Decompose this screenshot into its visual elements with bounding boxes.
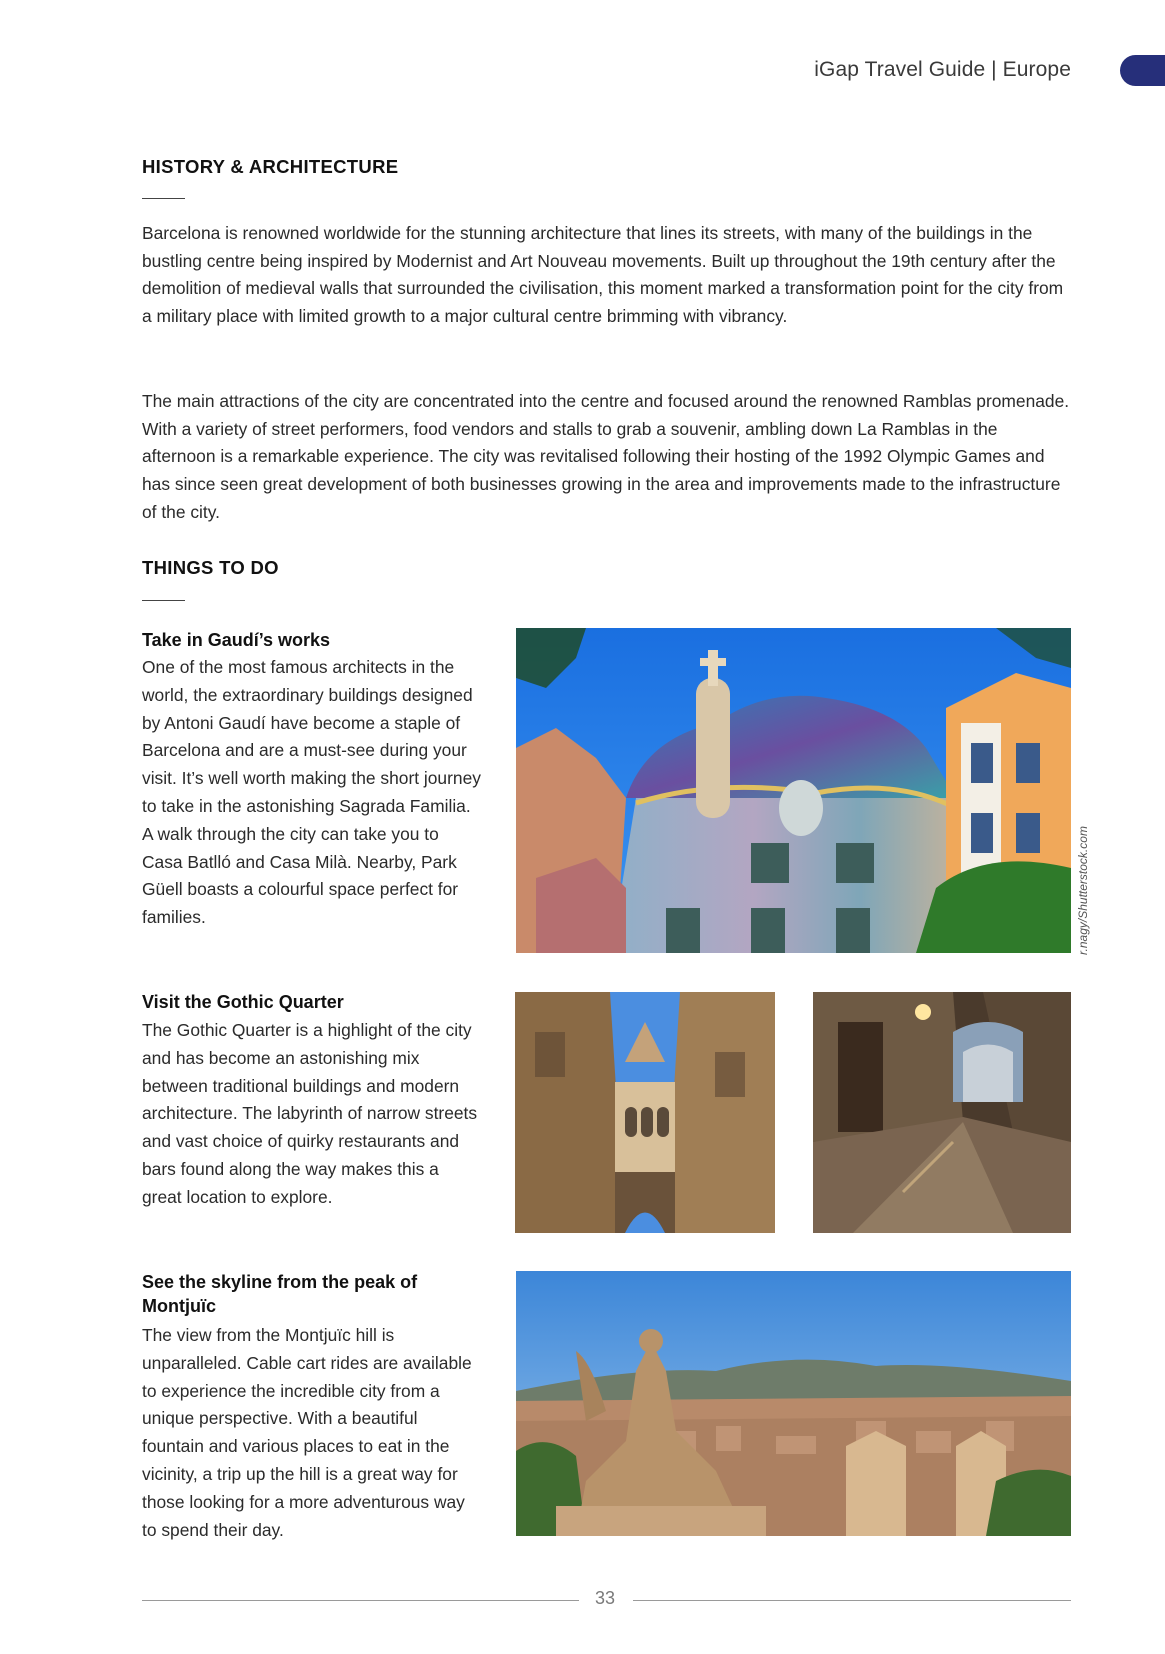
history-heading-rule <box>142 198 185 199</box>
item-title-montjuic: See the skyline from the peak of Montjuïc <box>142 1272 418 1316</box>
item-body-gaudi: One of the most famous architects in the world, the extraordinary buildings designed by Antoni Gaudí have become a staple of Barcelona and are a must-see during your visit. It’s well worth making the short journey to take in the astonishing Sagrada Familia. A walk through the city can take you to Casa Batlló and Casa Milà. Nearby, Park Güell boasts a colourful space perfect for families. <box>142 657 481 928</box>
history-paragraph-2: The main attractions of the city are concentrated into the centre and focused around the renowned Ramblas promenade. With a variety of street performers, food vendors and stalls to grab a souvenir, ambling down La Ramblas in the afternoon is a remarkable experience. The city was revitalised following their hosting of the 1992 Olympic Games and has since seen great development of both businesses growing in the area and improvements made to the infrastructure of the city. <box>142 391 1070 522</box>
item-body-montjuic: The view from the Montjuïc hill is unparalleled. Cable cart rides are available to experience the incredible city from a unique perspective. With a beautiful fountain and various places to eat in the vicinity, a trip up the hill is a great way for those looking for a more adventurous way to spend their day. <box>142 1325 472 1540</box>
item-title-gaudi: Take in Gaudí’s works <box>142 630 331 650</box>
item-title-gothic-quarter: Visit the Gothic Quarter <box>142 992 344 1012</box>
montjuic-skyline-photo <box>516 1271 1071 1536</box>
gothic-quarter-street-photo <box>813 992 1071 1233</box>
header-accent-tab <box>1120 55 1165 86</box>
things-to-do-heading: THINGS TO DO <box>142 557 279 578</box>
page-number: 33 <box>594 1588 616 1608</box>
photo-credit: r.nagy/Shutterstock.com <box>1076 826 1090 955</box>
footer-rule-left <box>142 1600 579 1601</box>
history-heading: HISTORY & ARCHITECTURE <box>142 156 399 177</box>
gothic-quarter-bridge-photo <box>515 992 775 1233</box>
footer-rule-right <box>633 1600 1071 1601</box>
item-body-gothic-quarter: The Gothic Quarter is a highlight of the city and has become an astonishing mix between traditional buildings and modern architecture. The labyrinth of narrow streets and vast choice of quirky restaurants and bars found along the way makes this a great location to explore. <box>142 1020 478 1207</box>
casa-batllo-photo <box>516 628 1071 953</box>
history-paragraph-1: Barcelona is renowned worldwide for the stunning architecture that lines its streets, with many of the buildings in the bustling centre being inspired by Modernist and Art Nouveau movements. Built up throughout the 19th century after the demolition of medieval walls that surrounded the civilisation, this moment marked a transformation point for the city from a military place with limited growth to a major cultural centre brimming with vibrancy. <box>142 223 1064 327</box>
header-title: iGap Travel Guide | Europe <box>814 58 1071 81</box>
things-to-do-heading-rule <box>142 600 185 601</box>
